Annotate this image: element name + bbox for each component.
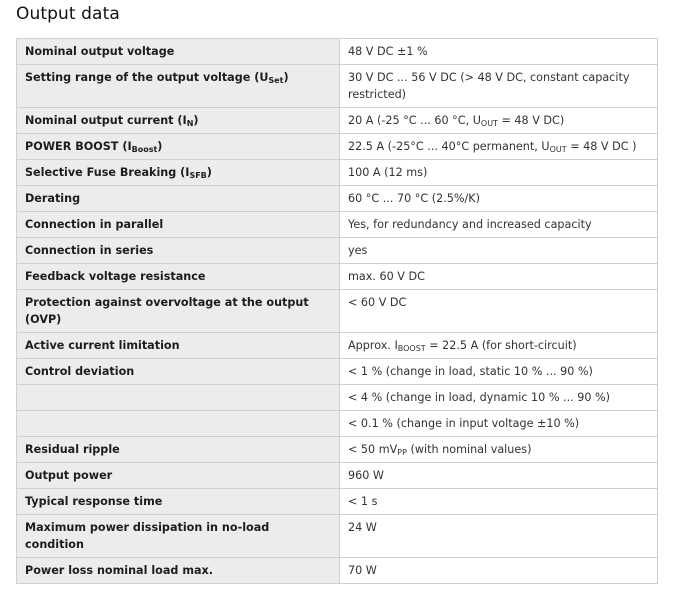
spec-label: Maximum power dissipation in no-load condition: [17, 515, 340, 558]
spec-value: 30 V DC ... 56 V DC (> 48 V DC, constant capacity restricted): [340, 65, 658, 108]
table-row: [17, 39, 658, 65]
spec-value: 48 V DC ±1 %: [340, 39, 658, 65]
spec-label: Derating: [17, 186, 340, 212]
spec-label: [17, 411, 340, 437]
spec-value: < 1 s: [340, 489, 658, 515]
table-row: [17, 463, 658, 489]
table-row: [17, 558, 658, 584]
spec-label: Nominal output voltage: [17, 39, 340, 65]
spec-label: Setting range of the output voltage $(U_{Set})$: [17, 65, 340, 108]
spec-label: POWER BOOST $(I_{Boost})$: [17, 134, 340, 160]
spec-value: < 4 % (change in load, dynamic 10 % ... 90 %): [340, 385, 658, 411]
spec-value: 24 W: [340, 515, 658, 558]
table-row: [17, 238, 658, 264]
spec-value: < 0.1 % (change in input voltage ±10 %): [340, 411, 658, 437]
spec-value: < 50 $mV_{PP}$ (with nominal values): [340, 437, 658, 463]
spec-value: 70 W: [340, 558, 658, 584]
output-data-table: [16, 38, 658, 584]
spec-label: Output power: [17, 463, 340, 489]
spec-value: < 1 % (change in load, static 10 % ... 90 %): [340, 359, 658, 385]
spec-label: Connection in parallel: [17, 212, 340, 238]
spec-value: Yes, for redundancy and increased capacity: [340, 212, 658, 238]
spec-value: max. 60 V DC: [340, 264, 658, 290]
spec-label: Power loss nominal load max.: [17, 558, 340, 584]
spec-label: Residual ripple: [17, 437, 340, 463]
table-row: [17, 333, 658, 359]
spec-value: Approx. $I_{BOOST} = 22.5$ A (for short-circuit): [340, 333, 658, 359]
table-row: [17, 489, 658, 515]
spec-value: 960 W: [340, 463, 658, 489]
table-row: [17, 212, 658, 238]
spec-value: yes: [340, 238, 658, 264]
spec-value: < 60 V DC: [340, 290, 658, 333]
spec-label: Nominal output current $(I_N)$: [17, 108, 340, 134]
table-row: [17, 437, 658, 463]
spec-label: Typical response time: [17, 489, 340, 515]
page-title: Output data: [16, 4, 120, 24]
table-row: [17, 264, 658, 290]
table-row: [17, 108, 658, 134]
table-row: [17, 385, 658, 411]
table-row: [17, 515, 658, 558]
spec-label: Connection in series: [17, 238, 340, 264]
spec-value: 100 A (12 ms): [340, 160, 658, 186]
spec-label: [17, 385, 340, 411]
spec-value: 60 °C ... 70 °C (2.5%/K): [340, 186, 658, 212]
table-row: [17, 65, 658, 108]
spec-label: Feedback voltage resistance: [17, 264, 340, 290]
table-row: [17, 359, 658, 385]
table-row: [17, 290, 658, 333]
table-row: [17, 160, 658, 186]
table-row: [17, 134, 658, 160]
spec-value: 20 A (-25 °C ... 60 °C, $U_{OUT} = 48$ V DC): [340, 108, 658, 134]
table-body: [17, 39, 658, 584]
spec-label: Protection against overvoltage at the output (OVP): [17, 290, 340, 333]
table-row: [17, 186, 658, 212]
spec-value: 22.5 A (-25°C ... 40°C permanent, $U_{OUT} = 48$ V DC ): [340, 134, 658, 160]
spec-label: Active current limitation: [17, 333, 340, 359]
spec-label: Control deviation: [17, 359, 340, 385]
spec-label: Selective Fuse Breaking $(I_{SFB})$: [17, 160, 340, 186]
table-row: [17, 411, 658, 437]
